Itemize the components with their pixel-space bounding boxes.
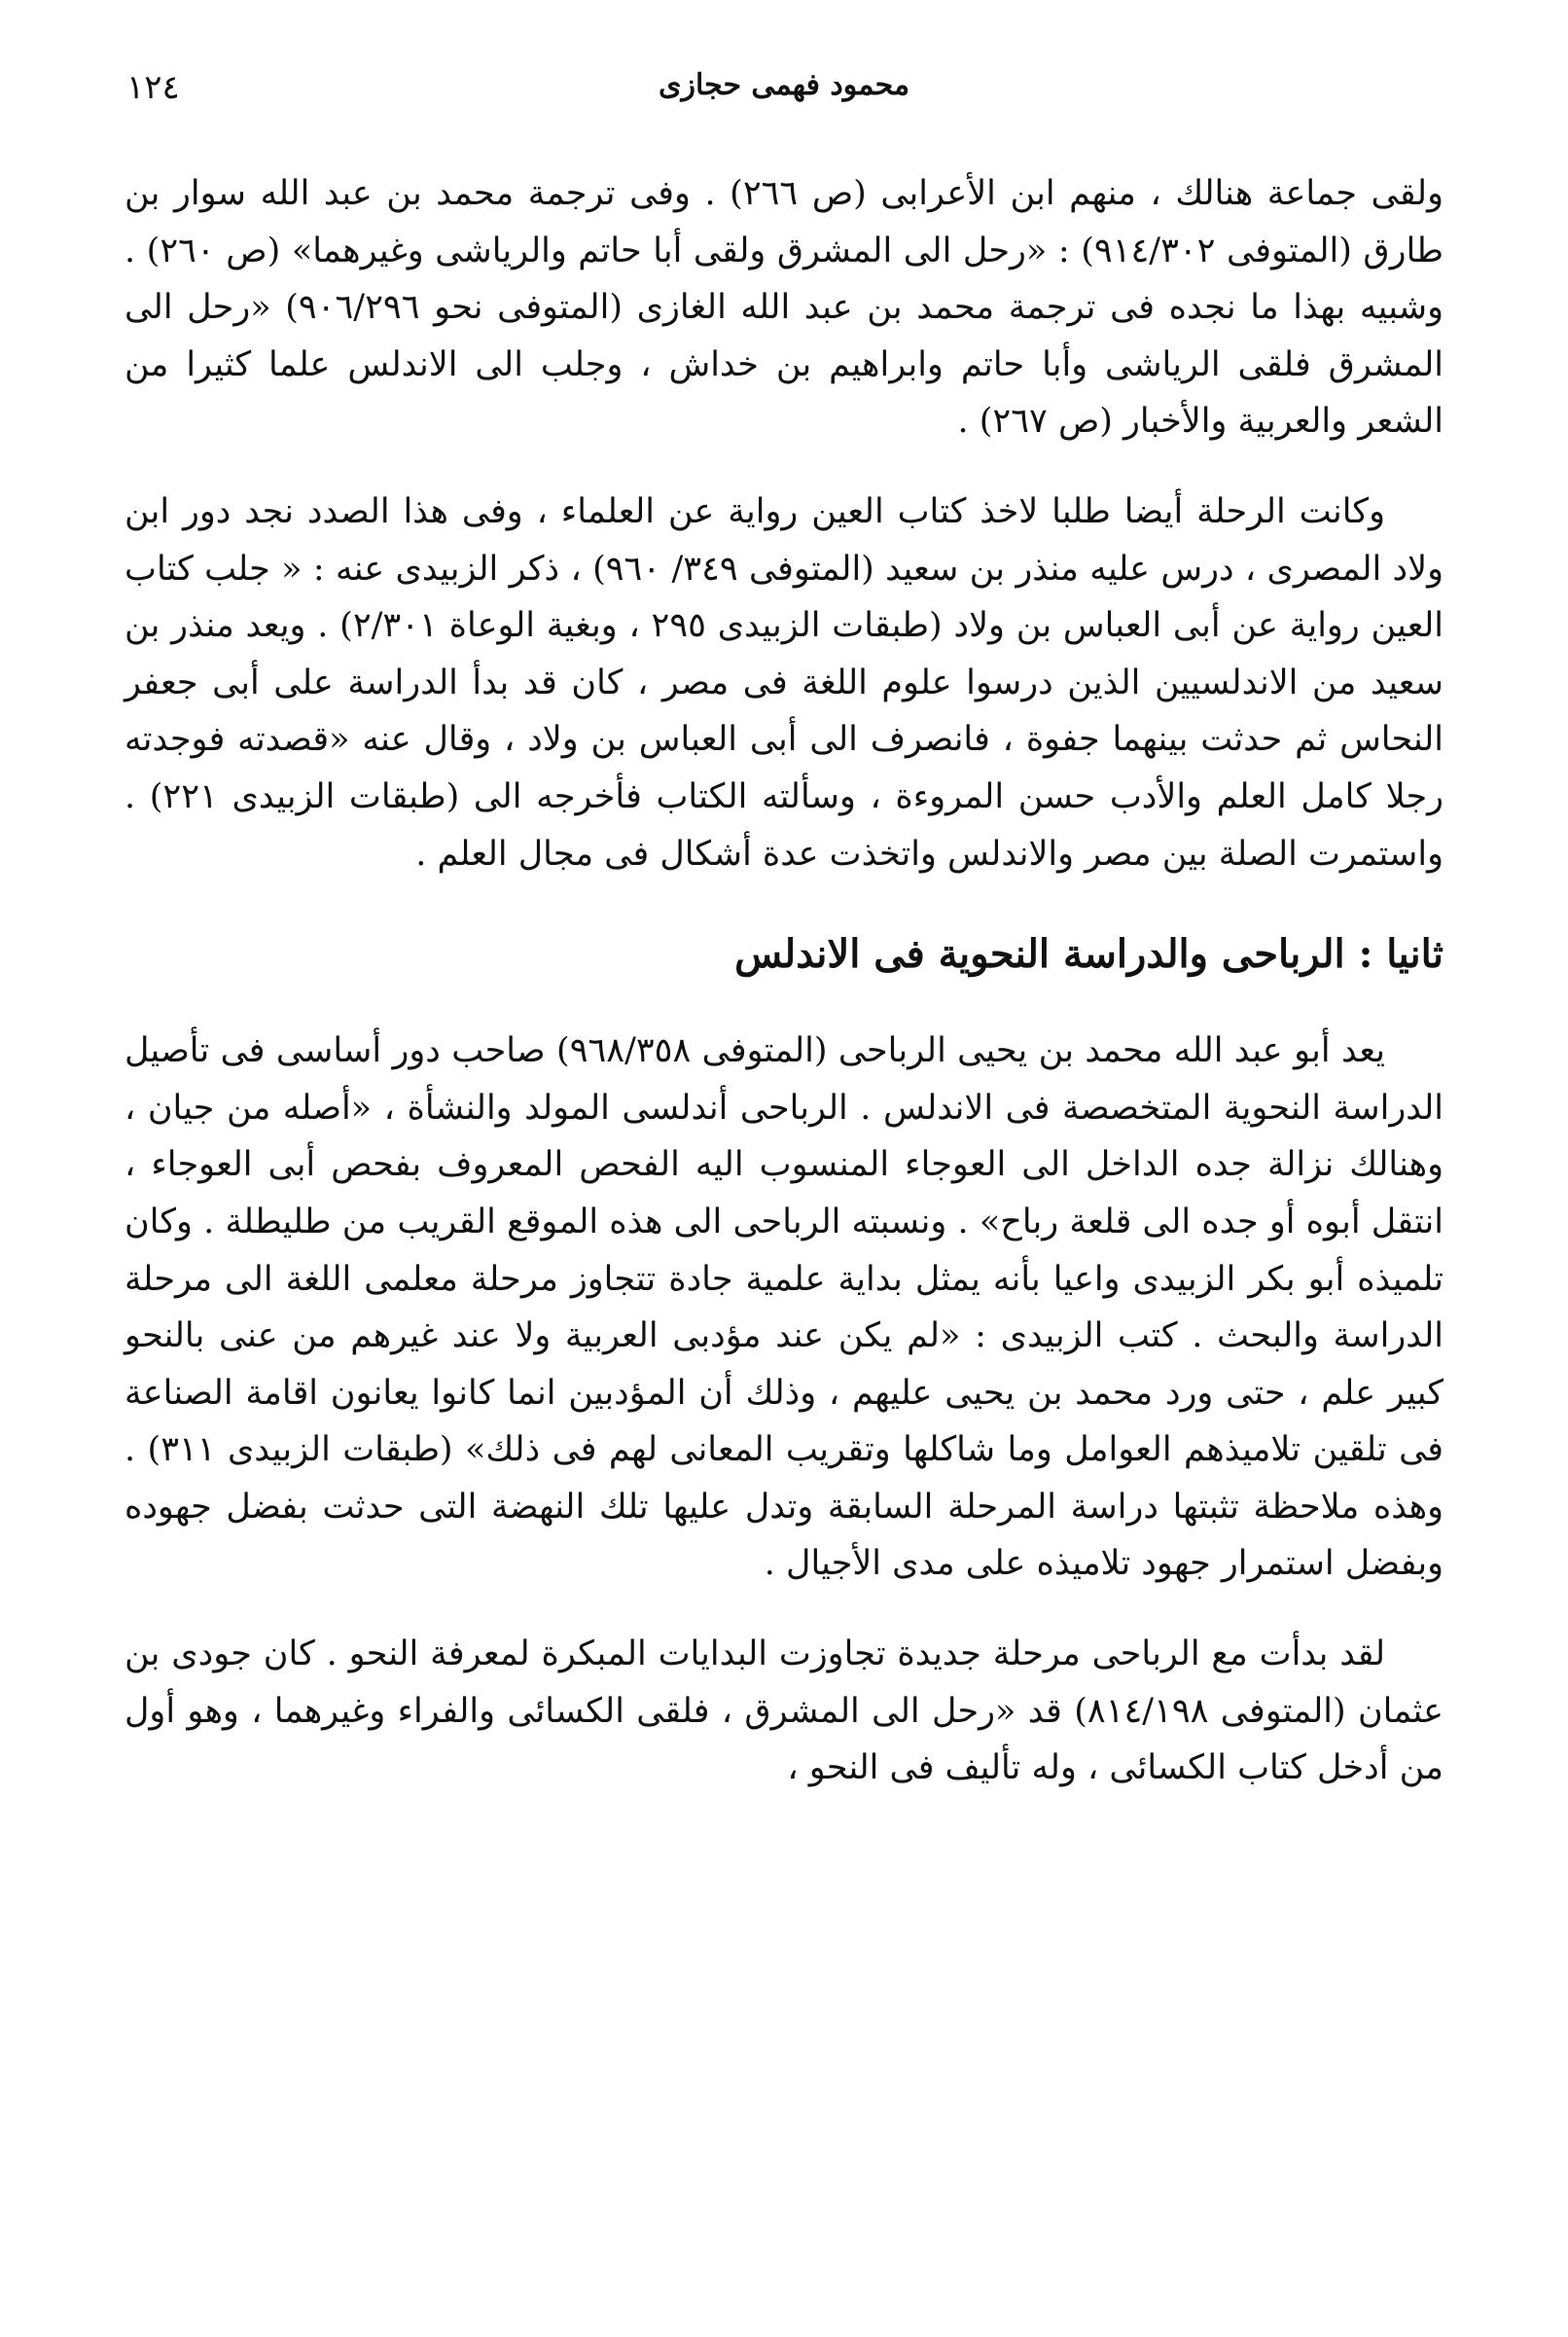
section-heading: ثانيا : الرباحى والدراسة النحوية فى الاندلس [734,931,1443,978]
page-body [125,165,1443,1830]
page-number: ١٢٤ [126,68,180,107]
paragraph-4: لقد بدأت مع الرباحى مرحلة جديدة تجاوزت البدايات المبكرة لمعرفة النحو . كان جودى بن عثمان (المتوفى ٨١٤/١٩٨) قد «رحل الى المشرق ، فلقى الكسائى والفراء وغيرهما ، وهو أول من أدخل كتاب الكسائى ، وله تأليف فى النحو ، [125,1635,1443,1788]
paragraph-1: ولقى جماعة هنالك ، منهم ابن الأعرابى (ص ٢٦٦) . وفى ترجمة محمد بن عبد الله سوار بن طارق (المتوفى ٩١٤/٣٠٢) : «رحل الى المشرق ولقى أبا حاتم والرياشى وغيرهما» (ص ٢٦٠) . وشبيه بهذا ما نجده فى ترجمة محمد بن عبد الله الغازى (المتوفى نحو ٩٠٦/٢٩٦) «رحل الى المشرق فلقى الرياشى وأبا حاتم وابراهيم بن خداش ، وجلب الى الاندلس علما كثيرا من الشعر والعربية والأخبار (ص ٢٦٧) . [125,174,1444,442]
paragraph-3: يعد أبو عبد الله محمد بن يحيى الرباحى (المتوفى ٩٦٨/٣٥٨) صاحب دور أساسى فى تأصيل الدراسة النحوية المتخصصة فى الاندلس . الرباحى أندلسى المولد والنشأة ، «أصله من جيان ، وهنالك نزالة جده الداخل الى العوجاء المنسوب اليه الفحص المعروف بفحص أبى العوجاء ، انتقل أبوه أو جده الى قلعة رباح» . ونسبته الرباحى الى هذه الموقع القريب من طليطلة . وكان تلميذه أبو بكر الزبيدى واعيا بأنه يمثل بداية علمية جادة تتجاوز مرحلة معلمى اللغة الى مرحلة الدراسة والبحث . كتب الزبيدى : «لم يكن عند مؤدبى العربية ولا عند غيرهم من عنى بالنحو كبير علم ، حتى ورد محمد بن يحيى عليهم ، وذلك أن المؤدبين انما كانوا يعانون اقامة الصناعة فى تلقين تلاميذهم العوامل وما شاكلها وتقريب المعانى لهم فى ذلك» (طبقات الزبيدى ٣١١) . وهذه ملاحظة تثبتها دراسة المرحلة السابقة وتدل عليها تلك النهضة التى حدثت بفضل جهوده وبفضل استمرار جهود تلاميذه على مدى الأجيال . [125,1031,1444,1584]
paragraph-2: وكانت الرحلة أيضا طلبا لاخذ كتاب العين رواية عن العلماء ، وفى هذا الصدد نجد دور ابن ولاد المصرى ، درس عليه منذر بن سعيد (المتوفى ٣٤٩/ ٩٦٠) ، ذكر الزبيدى عنه : « جلب كتاب العين رواية عن أبى العباس بن ولاد (طبقات الزبيدى ٢٩٥ ، وبغية الوعاة ٢/٣٠١) . ويعد منذر بن سعيد من الاندلسيين الذين درسوا علوم اللغة فى مصر ، كان قد بدأ الدراسة على أبى جعفر النحاس ثم حدثت بينهما جفوة ، فانصرف الى أبى العباس بن ولاد ، وقال عنه «قصدته فوجدته رجلا كامل العلم والأدب حسن المروءة ، وسألته الكتاب فأخرجه الى (طبقات الزبيدى ٢٢١) . واستمرت الصلة بين مصر والاندلس واتخذت عدة أشكال فى مجال العلم . [125,491,1444,874]
running-head-author: محمود فهمى حجازى [658,68,910,102]
running-head [126,68,1442,126]
